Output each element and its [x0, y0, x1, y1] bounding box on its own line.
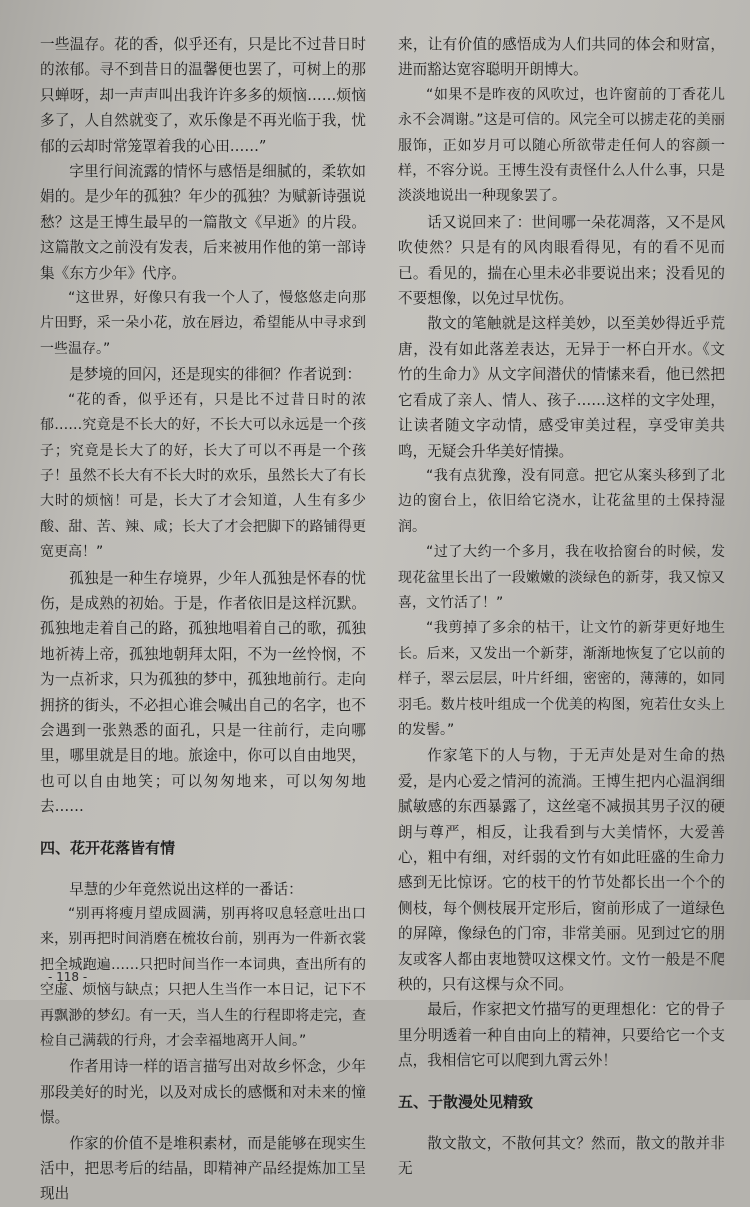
quote-paragraph: “我剪掉了多余的枯干，让文竹的新芽更好地生长。后来，又发出一个新芽，渐渐地恢复了它以前的样子，翠云层层，叶片纤细，密密的，薄薄的，如同羽毛。数片枝叶组成一个优美的构图，宛若仕女头上的发髻。”: [398, 620, 725, 738]
paragraph: 字里行间流露的情怀与感悟是细腻的，柔软如娟的。是少年的孤独？年少的孤独？为赋新诗强说愁？这是王博生最早的一篇散文《早逝》的片段。这篇散文之前没有发表，后来被用作他的第一部诗集《东方少年》代序。: [40, 163, 366, 282]
quote-paragraph: “如果不是昨夜的风吹过，也许窗前的丁香花儿永不会凋谢。”这是可信的。风完全可以掳走花的美丽服饰，正如岁月可以随心所欲带走任何人的容颜一样，不容分说。王博生没有责怪什么人什么事，只是淡淡地说出一种现象罢了。: [398, 86, 725, 205]
quote-paragraph: “别再将瘦月望成圆满，别再将叹息轻意吐出口来，别再把时间消磨在梳妆台前，别再为一件新衣裳把全城跑遍……只把时间当作一本词典，查出所有的空虚、烦恼与缺点；只把人生当作一本日记，记下不再飘渺的梦幻。有一天，当人生的行程即将走完，查检自己满载的行舟，才会幸福地离开人间。”: [40, 906, 366, 1050]
paragraph: 散文的笔触就是这样美妙，以至美妙得近乎荒唐，没有如此落差表达，无异于一杯白开水。《文竹的生命力》从文字间潜伏的情愫来看，他已然把它看成了亲人、情人、孩子……这样的文字处理，让读者随文字动情，感受审美过程，享受审美共鸣，无疑会升华美好情操。: [398, 315, 725, 460]
section-heading: 四、花开花落皆有情: [40, 838, 176, 857]
right-column: [398, 32, 725, 1181]
left-column: [40, 32, 366, 1207]
paragraph: 是梦境的回闪，还是现实的徘徊？作者说到：: [69, 366, 362, 384]
paragraph: 早慧的少年竟然说出这样的一番话：: [69, 880, 303, 898]
quote-paragraph: “我有点犹豫，没有同意。把它从案头移到了北边的窗台上，依旧给它浇水，让花盆里的土保持湿润。: [398, 467, 725, 535]
paragraph: 最后，作家把文竹描写的更理想化：它的骨子里分明透着一种自由向上的精神，只要给它一个支点，我相信它可以爬到九霄云外！: [398, 1001, 725, 1070]
paragraph: 作家笔下的人与物，于无声处是对生命的热爱，是内心爱之情河的流淌。王博生把内心温润细腻敏感的东西暴露了，这丝毫不减损其男子汉的硬朗与尊严，相反，让我看到与大美情怀，大爱善心，粗中有细，对纤弱的文竹有如此旺盛的生命力感到无比惊讶。它的枝干的竹节处都长出一个个的侧枝，每个侧枝展开定形后，窗前形成了一道绿色的屏障，像绿色的门帘，非常美丽。见到过它的朋友或客人都由衷地赞叹这棵文竹。文竹一般是不爬秧的，只有这棵与众不同。: [398, 747, 725, 994]
paragraph: 孤独是一种生存境界，少年人孤独是怀春的忧伤，是成熟的初始。于是，作者依旧是这样沉默。孤独地走着自己的路，孤独地唱着自己的歌，孤独地祈祷上帝，孤独地朝拜太阳，不为一丝怜悯，不为一点祈求，只为孤独的梦中，孤独地前行。走向拥挤的街头，不必担心谁会喊出自己的名字，也不会遇到一张熟悉的面孔，只是一往前行，走向哪里，哪里就是目的地。旅途中，你可以自由地哭，也可以自由地笑；可以匆匆地来，可以匆匆地去……: [40, 569, 366, 816]
paragraph: 散文散文，不散何其文？然而，散文的散并非无: [398, 1134, 725, 1178]
page-number: - 118 -: [48, 970, 88, 984]
paragraph: 一些温存。花的香，似乎还有，只是比不过昔日时的浓郁。寻不到昔日的温馨便也罢了，可树上的那只蝉呀，却一声声叫出我许许多多的烦恼……烦恼多了，人自然就变了，欢乐像是不再光临于我，忧郁的云却时常笼罩着我的心田……”: [40, 36, 366, 155]
section-heading: 五、于散漫处见精致: [398, 1092, 534, 1111]
paragraph: 作者用诗一样的语言描写出对故乡怀念，少年那段美好的时光，以及对成长的感慨和对未来的憧憬。: [40, 1058, 366, 1127]
quote-paragraph: “这世界，好像只有我一个人了，慢悠悠走向那片田野，采一朵小花，放在唇边，希望能从中寻求到一些温存。”: [40, 290, 366, 357]
paragraph: 作家的价值不是堆积素材，而是能够在现实生活中，把思考后的结晶，即精神产品经提炼加工呈现出: [40, 1134, 366, 1203]
paragraph: 话又说回来了：世间哪一朵花凋落，又不是风吹使然？只是有的风肉眼看得见，有的看不见而已。看见的，揣在心里未必非要说出来；没看见的不要想像，以免过早忧伤。: [398, 213, 725, 308]
quote-paragraph: “花的香，似乎还有，只是比不过昔日时的浓郁……究竟是不长大的好，不长大可以永远是一个孩子；究竟是长大了的好，长大了可以不再是一个孩子！虽然不长大有不长大时的欢乐，虽然长大了有长大时的烦恼！可是，长大了才会知道，人生有多少酸、甜、苦、辣、咸；长大了才会把脚下的路铺得更宽更高！”: [40, 391, 366, 561]
quote-paragraph: “过了大约一个多月，我在收拾窗台的时候，发现花盆里长出了一段嫩嫩的淡绿色的新芽，我又惊又喜，文竹活了！”: [398, 544, 725, 611]
paragraph: 来，让有价值的感悟成为人们共同的体会和财富，进而豁达宽容聪明开朗博大。: [398, 36, 725, 79]
